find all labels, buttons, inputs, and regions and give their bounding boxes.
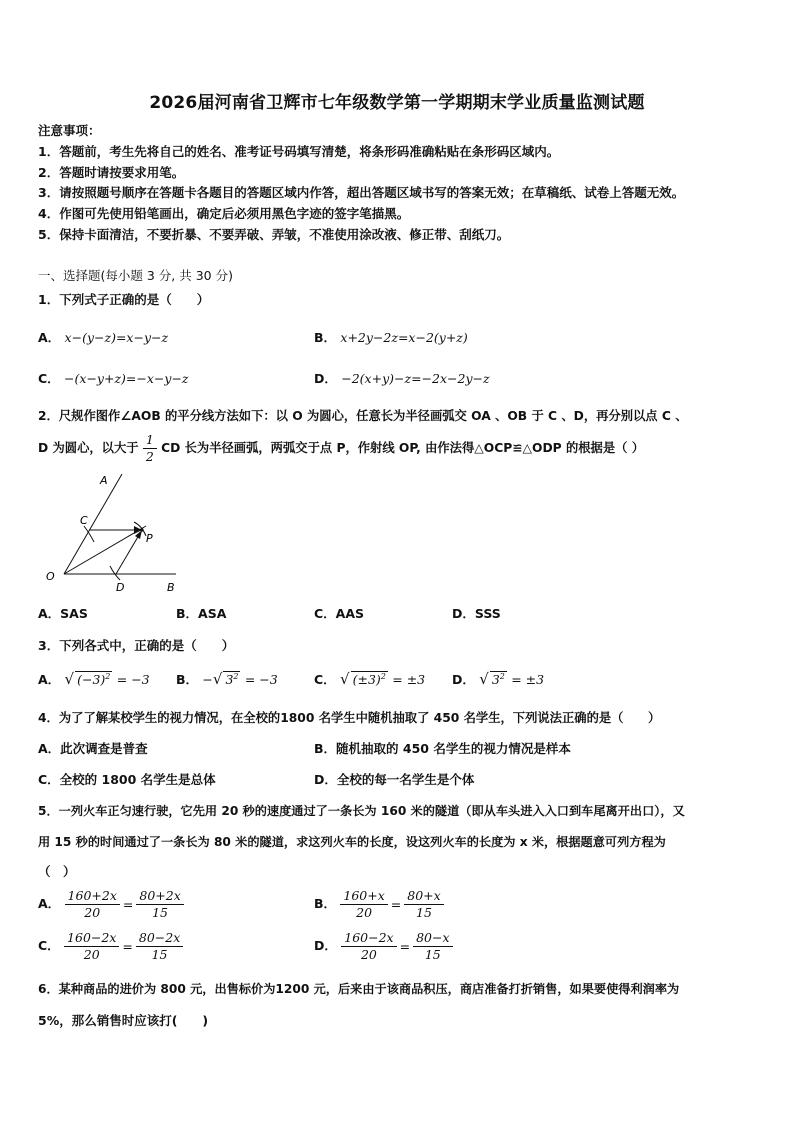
option-label: A．	[38, 330, 61, 345]
option-label: A．	[38, 672, 61, 687]
option-label: B．	[176, 672, 199, 687]
question-3-stem: 3．下列各式中，正确的是（ ）	[38, 638, 235, 653]
q5-option-b	[314, 888, 444, 921]
notice-item: 4．作图可先使用铅笔画出，确定后必须用黑色字迹的签字笔描黑。	[38, 206, 410, 221]
notice-item: 1．答题前，考生先将自己的姓名、准考证号码填写清楚，将条形码准确粘贴在条形码区域内。	[38, 144, 560, 159]
equals-sign: =	[390, 897, 402, 912]
minus-sign: −	[202, 672, 213, 687]
option-label: A．	[38, 896, 61, 911]
angle-bisector-figure	[38, 470, 188, 598]
q3-option-d	[452, 670, 544, 688]
q4-option-c: C．全校的 1800 名学生是总体	[38, 772, 216, 787]
q1-option-a	[38, 328, 168, 346]
option-label: C．	[38, 371, 60, 386]
question-6-line-1: 6．某种商品的进价为 800 元，出售标价为1200 元，后来由于该商品积压，商店准备打折销售，如果要使得利润率为	[38, 982, 680, 996]
option-label: B．	[314, 896, 337, 911]
label-a: A	[100, 474, 108, 487]
q4-option-b: B．随机抽取的 450 名学生的视力情况是样本	[314, 741, 571, 756]
label-p: P	[146, 532, 153, 545]
arc-d	[110, 566, 120, 580]
option-formula: −(x−y+z)=−x−y−z	[64, 371, 189, 386]
fraction-left: $\frac{160+x}{20}$	[340, 888, 387, 921]
fraction-half	[143, 432, 157, 465]
equals-sign: =	[399, 939, 411, 954]
fraction-left: $\frac{160-2x}{20}$	[64, 930, 119, 963]
option-label: B．	[314, 330, 337, 345]
radicand: $(\pm 3)^2$	[352, 671, 386, 687]
q2-option-b: B．ASA	[176, 606, 227, 621]
q1-option-d	[314, 369, 490, 387]
fraction-denominator: 2	[145, 449, 154, 464]
notice-item: 5．保持卡面清洁，不要折暴、不要弄破、弄皱，不准使用涂改液、修正带、刮纸刀。	[38, 227, 510, 242]
option-label: D．	[452, 672, 475, 687]
fraction-left: $\frac{160+2x}{20}$	[65, 888, 120, 921]
q3-option-a	[38, 670, 150, 688]
option-formula: −2(x+y)−z=−2x−2y−z	[341, 371, 490, 386]
question-5-line-2: 用 15 秒的时间通过了一条长为 80 米的隧道，求这列火车的长度，设这列火车的长度为 x 米，根据题意可列方程为	[38, 835, 666, 849]
radicand: $3^2$	[491, 671, 505, 687]
question-6-line-2: 5%，那么销售时应该打( )	[38, 1013, 209, 1028]
label-o: O	[46, 570, 55, 583]
q1-option-b	[314, 328, 468, 346]
q4-option-a: A．此次调查是普查	[38, 741, 148, 756]
radical-sign: √	[212, 670, 223, 688]
q2-text-pre: D 为圆心，以大于	[38, 441, 139, 455]
q5-option-c	[38, 930, 183, 963]
option-label: C．	[38, 938, 60, 953]
q3-option-b	[176, 670, 278, 688]
fraction-right: $\frac{80-2x}{15}$	[136, 930, 183, 963]
option-rhs: = −3	[244, 672, 278, 687]
equals-sign: =	[122, 939, 133, 954]
q5-option-d	[314, 930, 453, 963]
q5-option-a	[38, 888, 184, 921]
label-b: B	[167, 581, 175, 594]
q1-option-c	[38, 369, 189, 387]
radical-sign: √	[64, 670, 75, 688]
page-title: 2026届河南省卫辉市七年级数学第一学期期末学业质量监测试题	[149, 93, 645, 113]
option-label: D．	[314, 938, 337, 953]
label-c: C	[80, 514, 88, 527]
radical-sign: √	[479, 670, 489, 688]
ray-oa	[64, 474, 122, 574]
fraction-right: $\frac{80+x}{15}$	[404, 888, 443, 921]
question-5-line-3: （ ）	[38, 864, 76, 879]
radicand: $(-3)^2$	[77, 671, 111, 687]
q2-option-a: A．SAS	[38, 606, 88, 621]
option-rhs: = ±3	[511, 672, 545, 687]
q4-option-d: D．全校的每一名学生是个体	[314, 772, 475, 787]
point-p	[140, 528, 143, 531]
q2-option-c: C．AAS	[314, 606, 365, 621]
option-rhs: = ±3	[392, 672, 426, 687]
fraction-left: $\frac{160-2x}{20}$	[341, 930, 396, 963]
notice-item: 2．答题时请按要求用笔。	[38, 165, 185, 180]
question-5-line-1: 5．一列火车正匀速行驶，它先用 20 秒的速度通过了一条长为 160 米的隧道（即从车头进入入口到车尾离开出口），又	[38, 804, 685, 818]
equals-sign: =	[122, 897, 134, 912]
option-formula: x+2y−2z=x−2(y+z)	[340, 330, 468, 345]
question-2-line-2	[38, 432, 644, 465]
notice-heading: 注意事项：	[38, 123, 101, 138]
fraction-numerator: 1	[143, 432, 157, 449]
radicand: $3^2$	[225, 671, 239, 687]
fraction-right: $\frac{80-x}{15}$	[413, 930, 452, 963]
option-label: D．	[314, 371, 337, 386]
ray-op	[64, 526, 146, 574]
question-4-stem: 4．为了了解某校学生的视力情况，在全校的1800 名学生中随机抽取了 450 名学生，下列说法正确的是（ ）	[38, 711, 661, 725]
question-1-stem: 1．下列式子正确的是（ ）	[38, 292, 210, 307]
q2-option-d: D．SSS	[452, 606, 501, 621]
radical-sign: √	[340, 670, 350, 688]
q2-text-post: CD 长为半径画弧，两弧交于点 P，作射线 OP, 由作法得△OCP≌△ODP 的根据是（ ）	[161, 441, 645, 455]
notice-item: 3．请按照题号顺序在答题卡各题目的答题区域内作答，超出答题区域书写的答案无效；在草稿纸、试卷上答题无效。	[38, 185, 685, 200]
q3-option-c	[314, 670, 425, 688]
option-formula: x−(y−z)=x−y−z	[64, 330, 169, 345]
option-rhs: = −3	[116, 672, 150, 687]
section-heading: 一、选择题(每小题 3 分, 共 30 分)	[38, 268, 233, 283]
fraction-right: $\frac{80+2x}{15}$	[136, 888, 183, 921]
arc-c	[84, 526, 94, 542]
option-label: C．	[314, 672, 336, 687]
question-2-line-1: 2．尺规作图作∠AOB 的平分线方法如下：以 O 为圆心，任意长为半径画弧交 OA 、OB 于 C 、D，再分别以点 C 、	[38, 409, 688, 423]
label-d: D	[116, 581, 125, 594]
